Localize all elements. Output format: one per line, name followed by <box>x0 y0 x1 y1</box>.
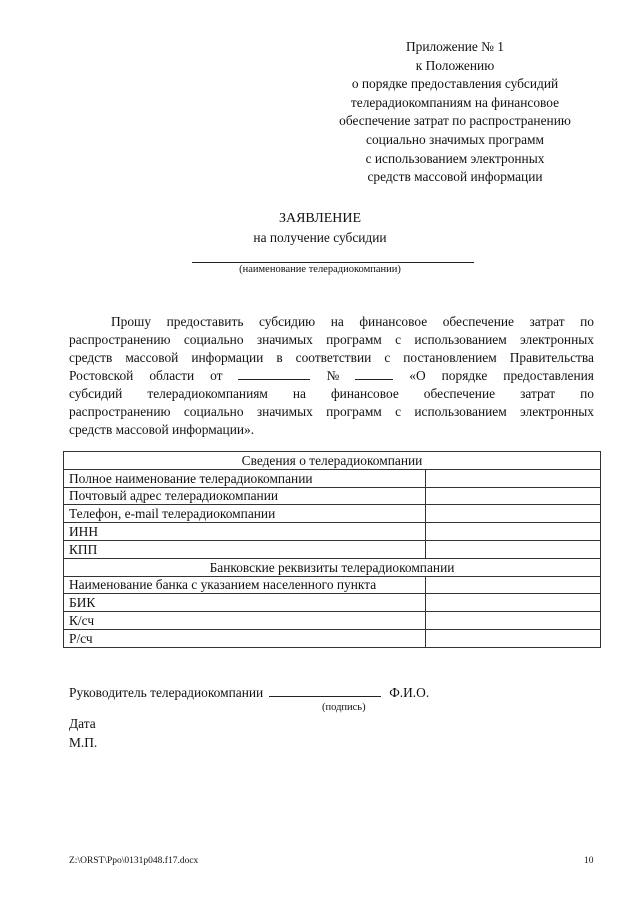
word: предоставить <box>166 314 244 329</box>
row-label: Телефон, e-mail телерадиокомпании <box>64 505 426 523</box>
resolution-date-blank <box>238 367 310 380</box>
row-label: Почтовый адрес телерадиокомпании <box>64 487 426 505</box>
word: распространению <box>69 404 171 419</box>
row-value-cell[interactable] <box>426 523 601 541</box>
section-heading-company: Сведения о телерадиокомпании <box>64 452 601 470</box>
row-label: К/сч <box>64 612 426 630</box>
stamp-label: М.П. <box>69 735 98 750</box>
word: с <box>384 350 391 365</box>
word: по <box>580 314 594 329</box>
word: Прошу <box>111 314 152 329</box>
row-value-cell[interactable] <box>426 505 601 523</box>
annex-header <box>300 38 610 187</box>
word: программ <box>326 332 382 347</box>
word: телерадиокомпаниям <box>147 386 268 401</box>
word: области <box>149 368 195 383</box>
word: «О <box>409 368 426 383</box>
word: финансовое <box>359 314 428 329</box>
row-label: ИНН <box>64 523 426 541</box>
table-row <box>64 469 601 487</box>
word: Правительства <box>509 350 594 365</box>
date-label: Дата <box>69 716 96 731</box>
word: порядке <box>441 368 488 383</box>
annex-line: с использованием электронных <box>365 150 545 166</box>
document-title: ЗАЯВЛЕНИЕ <box>278 211 362 226</box>
paragraph-line <box>69 313 594 331</box>
table-row <box>64 523 601 541</box>
table-row <box>64 487 601 505</box>
paragraph-line <box>69 331 594 349</box>
row-value-cell[interactable] <box>426 594 601 612</box>
row-value-cell[interactable] <box>426 469 601 487</box>
row-label: Р/сч <box>64 629 426 647</box>
word: использованием <box>414 404 507 419</box>
signer-fio: Ф.И.О. <box>389 685 430 700</box>
table-section-row <box>64 452 601 470</box>
page-number: 10 <box>584 856 594 866</box>
word: использованием <box>414 332 507 347</box>
file-path: Z:\ORST\Ppo\0131p048.f17.docx <box>69 856 199 866</box>
word: затрат <box>520 386 556 401</box>
table-row <box>64 612 601 630</box>
word: Ростовской <box>69 368 134 383</box>
row-value-cell[interactable] <box>426 612 601 630</box>
signer-line <box>69 684 429 701</box>
word: социально <box>183 332 244 347</box>
row-value-cell[interactable] <box>426 576 601 594</box>
word: от <box>210 368 223 383</box>
table-row <box>64 629 601 647</box>
resolution-number-blank <box>355 367 393 380</box>
section-heading-bank: Банковские реквизиты телерадиокомпании <box>64 558 601 576</box>
word: средств <box>69 350 113 365</box>
row-label: Наименование банка с указанием населенного пункта <box>64 576 426 594</box>
word: № <box>326 368 340 383</box>
table-row <box>64 594 601 612</box>
paragraph-line <box>69 385 594 403</box>
signature-caption: (подпись) <box>322 702 366 713</box>
table-section-row <box>64 558 601 576</box>
annex-line: обеспечение затрат по распространению <box>339 113 571 129</box>
row-value-cell[interactable] <box>426 540 601 558</box>
company-info-table <box>63 451 601 648</box>
annex-line: социально значимых программ <box>366 131 544 147</box>
row-label: Полное наименование телерадиокомпании <box>64 469 426 487</box>
word: на <box>292 386 307 401</box>
word: электронных <box>520 332 594 347</box>
word: предоставления <box>503 368 594 383</box>
word: по <box>580 386 594 401</box>
signer-label: Руководитель телерадиокомпании <box>69 685 264 700</box>
word: в <box>276 350 283 365</box>
word: соответствии <box>295 350 372 365</box>
word: программ <box>326 404 382 419</box>
word: с <box>395 332 402 347</box>
paragraph-line <box>69 367 594 385</box>
word: значимых <box>256 404 313 419</box>
document-subtitle: на получение субсидии <box>253 230 387 245</box>
annex-line: к Положению <box>415 57 495 73</box>
word: на <box>330 314 344 329</box>
word: обеспечение <box>442 314 514 329</box>
word: затрат <box>529 314 565 329</box>
word: социально <box>183 404 244 419</box>
row-label: КПП <box>64 540 426 558</box>
word: значимых <box>256 332 313 347</box>
word: с <box>395 404 402 419</box>
company-name-line <box>192 262 474 263</box>
annex-line: о порядке предоставления субсидий <box>351 76 559 92</box>
annex-line: Приложение № 1 <box>405 39 505 54</box>
word: информации <box>191 350 264 365</box>
word: массовой <box>125 350 179 365</box>
request-paragraph <box>69 313 594 439</box>
row-value-cell[interactable] <box>426 487 601 505</box>
table-row <box>64 505 601 523</box>
company-name-caption: (наименование телерадиокомпании) <box>239 264 401 275</box>
word: электронных <box>520 404 594 419</box>
paragraph-line <box>69 403 594 421</box>
annex-line: телерадиокомпаниям на финансовое <box>350 94 560 110</box>
word: субсидий <box>69 386 123 401</box>
row-label: БИК <box>64 594 426 612</box>
word: субсидию <box>258 314 316 329</box>
word: распространению <box>69 332 171 347</box>
table-row <box>64 540 601 558</box>
paragraph-line: средств массовой информации». <box>69 422 255 437</box>
row-value-cell[interactable] <box>426 629 601 647</box>
table-row <box>64 576 601 594</box>
word: постановлением <box>403 350 497 365</box>
paragraph-line <box>69 349 594 367</box>
word: обеспечение <box>423 386 496 401</box>
annex-line: средств массовой информации <box>367 169 543 185</box>
signature-blank <box>269 684 381 697</box>
word: финансовое <box>331 386 399 401</box>
